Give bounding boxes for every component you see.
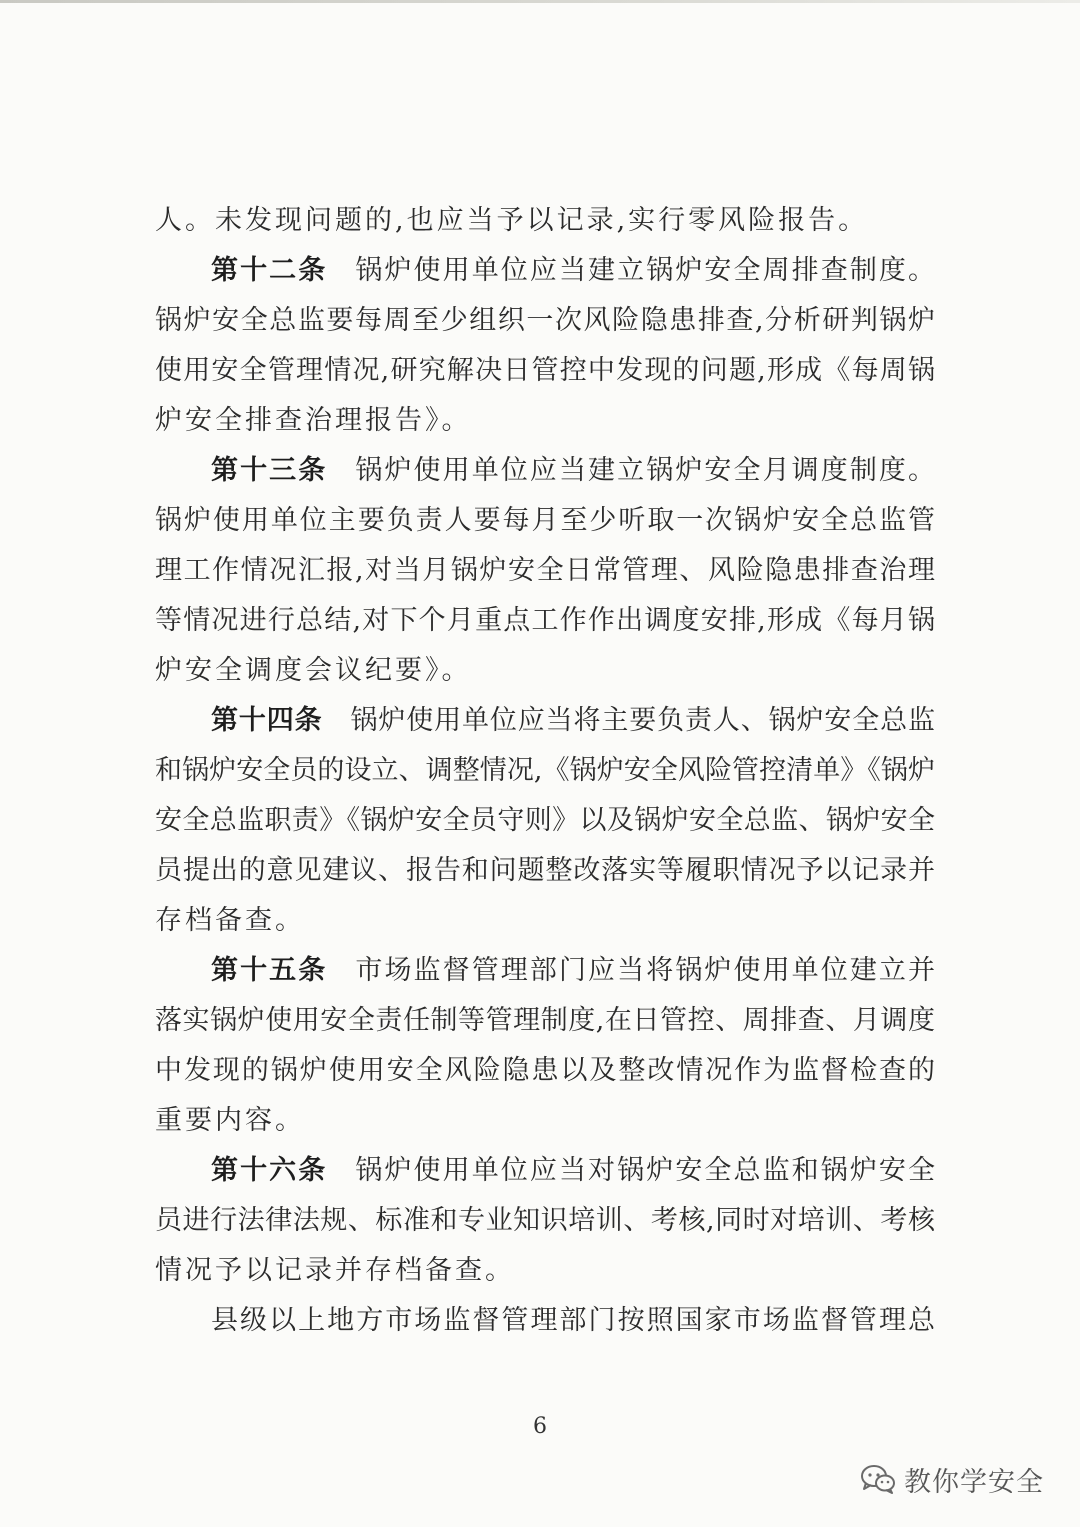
text-line: 存档备查。	[155, 905, 305, 936]
text-line: 县级以上地方市场监督管理部门按照国家市场监督管理总	[211, 1305, 935, 1336]
article-13-title: 第十三条	[211, 455, 328, 486]
text-line: 锅炉安全总监要每周至少组织一次风险隐患排查,分析研判锅炉	[155, 305, 935, 336]
watermark-text: 教你学安全	[904, 1466, 1044, 1498]
wechat-icon	[860, 1463, 896, 1495]
text-line: 等情况进行总结,对下个月重点工作作出调度安排,形成《每月锅	[155, 605, 935, 636]
article-15-title: 第十五条	[211, 955, 328, 986]
text-line: 锅炉使用单位主要负责人要每月至少听取一次锅炉安全总监管	[155, 505, 935, 536]
document-body	[155, 196, 935, 1346]
text-line: 员提出的意见建议、报告和问题整改落实等履职情况予以记录并	[155, 855, 935, 886]
text-line: 重要内容。	[155, 1105, 305, 1136]
watermark	[860, 1458, 1044, 1500]
text-line: 安全总监职责》《锅炉安全员守则》以及锅炉安全总监、锅炉安全	[155, 805, 935, 836]
article-15-heading-line: 第十五条 市场监督管理部门应当将锅炉使用单位建立并	[211, 955, 936, 986]
text-line: 员进行法律法规、标准和专业知识培训、考核,同时对培训、考核	[155, 1205, 935, 1236]
article-14-title: 第十四条	[211, 705, 323, 736]
text-line: 中发现的锅炉使用安全风险隐患以及整改情况作为监督检查的	[155, 1055, 935, 1086]
article-14-heading-line: 第十四条 锅炉使用单位应当将主要负责人、锅炉安全总监	[211, 705, 935, 736]
text-line: 和锅炉安全员的设立、调整情况,《锅炉安全风险管控清单》《锅炉	[155, 755, 935, 786]
article-16-title: 第十六条	[211, 1155, 328, 1186]
article-16-heading-line: 第十六条 锅炉使用单位应当对锅炉安全总监和锅炉安全	[211, 1155, 936, 1186]
text-line: 情况予以记录并存档备查。	[155, 1255, 515, 1286]
text-line: 落实锅炉使用安全责任制等管理制度,在日管控、周排查、月调度	[155, 1005, 935, 1036]
article-12-heading-line: 第十二条 锅炉使用单位应当建立锅炉安全周排查制度。	[211, 255, 936, 286]
text-line: 炉安全排查治理报告》。	[155, 405, 472, 436]
article-12-title: 第十二条	[211, 255, 328, 286]
top-rule	[0, 0, 1080, 3]
text-line: 使用安全管理情况,研究解决日管控中发现的问题,形成《每周锅	[155, 355, 935, 386]
text-line: 理工作情况汇报,对当月锅炉安全日常管理、风险隐患排查治理	[155, 555, 935, 586]
text-line: 人。未发现问题的,也应当予以记录,实行零风险报告。	[155, 205, 869, 236]
text-line: 炉安全调度会议纪要》。	[155, 655, 472, 686]
page-number: 6	[533, 1414, 547, 1439]
article-13-heading-line: 第十三条 锅炉使用单位应当建立锅炉安全月调度制度。	[211, 455, 936, 486]
